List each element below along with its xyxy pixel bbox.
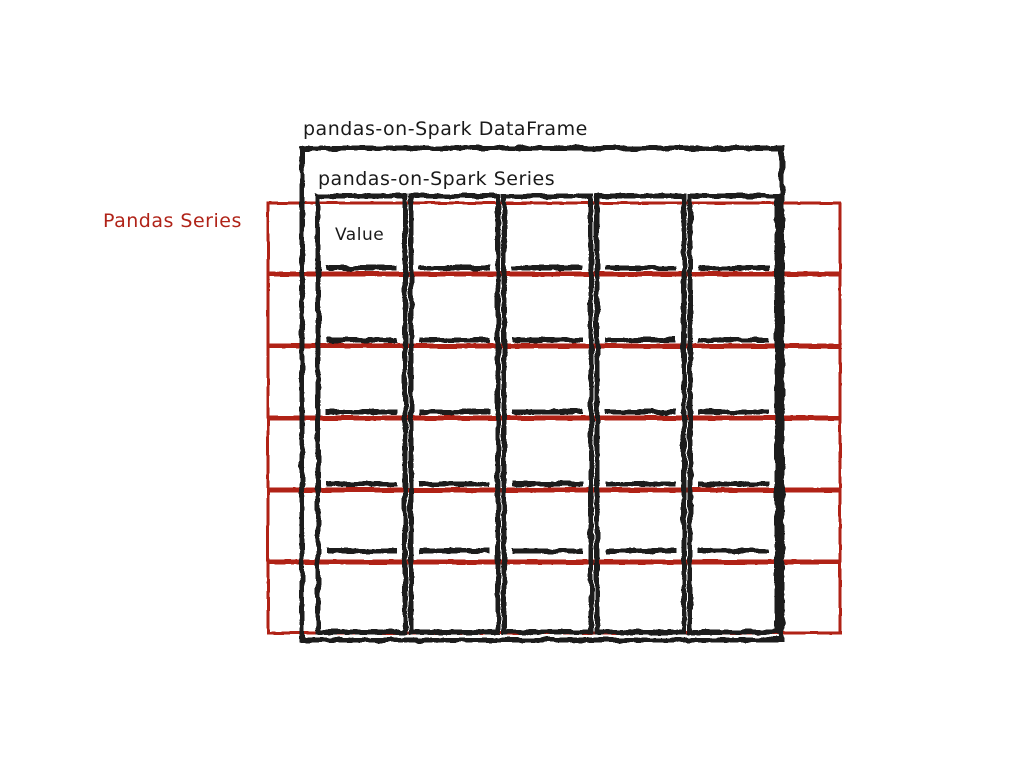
pandas-series-row-3	[268, 347, 840, 417]
spark-series-label: pandas-on-Spark Series	[318, 168, 556, 190]
pandas-series-label: Pandas Series	[103, 210, 242, 232]
pandas-series-row-6	[268, 563, 840, 633]
dataframe-outline	[302, 148, 782, 640]
cell-separators	[326, 268, 769, 551]
pandas-series-row-4	[268, 419, 840, 489]
dataframe-label: pandas-on-Spark DataFrame	[303, 118, 588, 140]
value-label: Value	[335, 225, 385, 245]
pandas-series-row-2	[268, 275, 840, 345]
